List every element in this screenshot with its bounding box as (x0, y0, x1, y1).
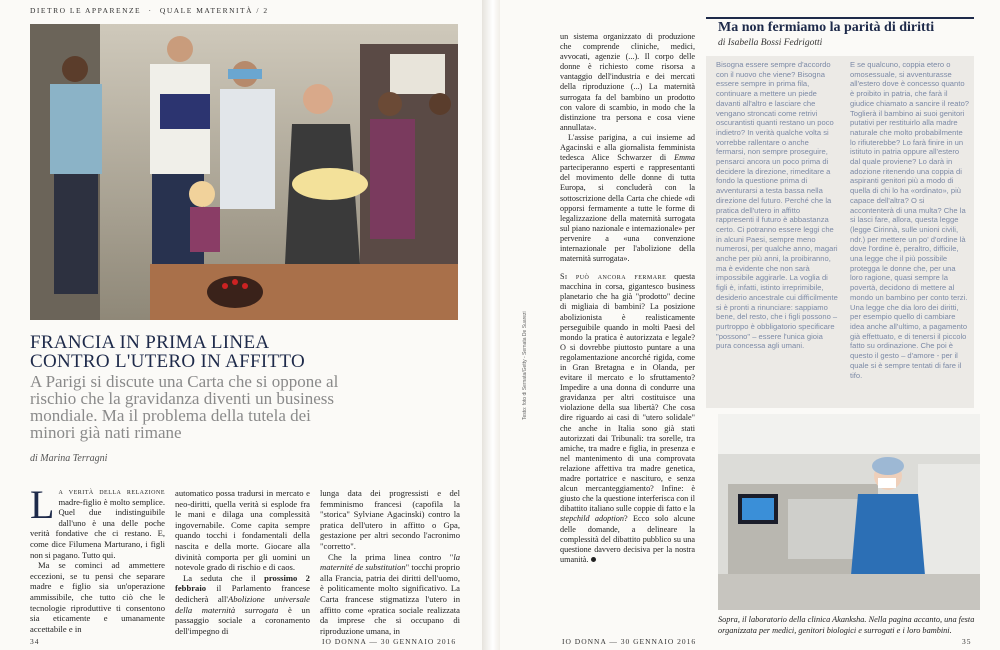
col4-p2-a: L'assise parigina, a cui insieme ad Agacinski e alla giornalista femminista tedesca Alice Schwarzer di (560, 132, 695, 163)
folio-right (962, 637, 972, 646)
col4-p2-italic: Emma (674, 153, 695, 163)
gutter (482, 0, 500, 650)
photo-caption: Sopra, il laboratorio della clinica Akanksha. Nella pagina accanto, una festa organizzata per medici, genitori biologici e surrogati e i loro bambini. (718, 615, 975, 635)
col4-p3-c: ? Ecco solo alcune delle domande, a delineare la complessità del dibattito pubblico su una questione davvero decisiva per la nostra umanità. (560, 514, 695, 564)
lab-photo-image (718, 414, 980, 610)
running-section: DIETRO LE APPARENZE (30, 6, 142, 15)
body-column-4 (560, 32, 695, 565)
lead-in: a verità della relazione (58, 486, 165, 496)
folio-left (30, 637, 40, 646)
lab-photo (718, 414, 980, 610)
end-mark-icon (591, 557, 596, 562)
sidebar-title: Ma non fermiamo la parità di diritti (718, 20, 935, 35)
col4-paragraph-1: un sistema organizzato di produzione che comprende cliniche, medici, avvocati, agenzie (...). Il corpo delle donne è richiesto come risorsa a vantaggio dell'industria e dei mercati della riproduzione (...) La maternità surrogata fa del bambino un prodotto con valore di scambio, in modo che la distinzione tra persona e cosa viene annullata». (560, 32, 695, 132)
folio-left-mag: IO DONNA — 30 GENNAIO 2016 (322, 637, 457, 646)
col2-p2-date: prossimo 2 febbraio (175, 572, 310, 594)
issue-date-right: 30 GENNAIO 2016 (620, 637, 697, 646)
party-photo (30, 24, 458, 320)
col1-paragraph-2: Ma se cominci ad ammettere eccezioni, se tu pensi che separare madre e figlio sia un'operazione ammissibile, che tutto ciò che le tecnologie riproduttive ti consentono sia eticamente e umanamente accettabile e in (30, 560, 165, 634)
col2-p2-a: La seduta che il (183, 572, 265, 583)
party-photo-image (30, 24, 458, 320)
col3-p2-c: " tocchi proprio alla Francia, patria dei diritti dell'uomo, è politicamente molto significativo. La Carta francese stigmatizza l'utero in affitto come «pratica sociale realizzata da imprese che si occupano di riproduzione umana, in (320, 562, 460, 636)
body-column-3 (320, 488, 460, 636)
photo-credit: Testo: foto di Sernata/Getty - Sernata De Suarezi (522, 311, 528, 420)
magazine-name-left: IO DONNA (322, 637, 367, 646)
col4-lead-in: Si può ancora fermare (560, 272, 667, 282)
running-head (30, 6, 273, 15)
folio-right-mag: IO DONNA — 30 GENNAIO 2016 (562, 637, 697, 646)
col4-p3-a: questa macchina in corsa, gigantesco business planetario che ha già "prodotto" decine di migliaia di bambini? La posizione abolizionista è realisticamente perseguibile quando in molti Paesi del mondo la pratica è autorizzata e legale? O si dovrebbe piuttosto puntare a una regolamentazione ancorché rigida, come in Gran Bretagna e in Olanda, per evitare il mercato e lo sfruttamento? Impedire a una donna di condurre una gravidanza per altri costituisce una violazione della sua libertà? Che cosa dire riguardo ai casi di "utero solidale" che anche in Italia sono già stati autorizzati dai Tribunali: tra sorelle, tra amiche, tra madre e figlia, in presenza e nel mantenimento di una comprovata relazione affettiva tra madre genetica, madre portatrice e nascituro, e senza alcun mercanteggiamento? Infine: è giusto che la questione interferisca con il dibattito italiano sulle coppie di fatto e la (560, 272, 696, 514)
col4-p2-c: parteciperanno esperti e rappresentanti del movimento delle donne di tutta Europa, si concluderà con la sottoscrizione della Carta che chiede «di opporsi fermamente a tutte le forme di legalizzazione della maternità surrogata sul piano nazionale e internazionale» per pervenire a «una convenzione internazionale per l'abolizione della maternità surrogata». (560, 163, 695, 264)
sidebar-rule (706, 17, 974, 19)
headline (30, 333, 470, 371)
col2-paragraph-1: automatico possa tradursi in mercato e neo-diritti, quella verità si esplode fra le mani e dilaga una complessità ingovernabile. Come capita sempre quando tocchi i fondamentali della nascita e della morte. Giocare alla divinità comporta per gli uomini un notevole grado di rischio e di caos. (175, 488, 310, 573)
sidebar-byline: di Isabella Bossi Fedrigotti (718, 38, 823, 48)
dropcap: L (30, 482, 55, 527)
col3-paragraph-1: lunga data dei progressisti e del femminismo francesi (capofila la "storica" Sylviane Agacinski) contro la pratica dell'utero in affitto o Gpa, gestazione per altri secondo l'acronimo "corretto". (320, 488, 460, 551)
col1-text: madre-figlio è molto semplice. Quel due indistinguibile dall'uno è una delle poche verità fondative che ci restano. E, come dice Filumena Marturano, i figli non si pagano. Tutto qui. (30, 496, 165, 560)
headline-line1: FRANCIA IN PRIMA LINEA (30, 332, 270, 353)
page-number-left: 34 (30, 637, 40, 646)
col4-p3-italic: stepchild adoption (560, 514, 624, 524)
col4-paragraph-3 (560, 272, 695, 565)
issue-date-left: 30 GENNAIO 2016 (380, 637, 457, 646)
running-topic: QUALE MATERNITÀ / 2 (159, 6, 269, 15)
byline: di Marina Terragni (30, 453, 108, 464)
col2-p2-e: è un passaggio sociale a coronamento dell'impegno di (175, 604, 310, 636)
left-page (0, 0, 482, 650)
page-number-right: 35 (962, 637, 972, 646)
headline-line2: CONTRO L'UTERO IN AFFITTO (30, 351, 305, 372)
sidebar-column-2: E se qualcuno, coppia etero o omosessuale, si avventurasse all'estero dove è concesso quanto è proibito in patria, che farà il giudice chiamato a sancire il reato? Toglierà il bambino ai suoi genitori putativi per restituirlo alla madre naturale che molto probabilmente lo rifiuterebbe? Lo farà finire in un istituto in patria oppure all'estero dal quale proviene? Lo darà in adozione ritenendo una coppia di aspiranti genitori più a modo di quella di chi lo ha «ordinato», più capace dell'altra? O si accontenterà di una multa? Che la si lasci fare, allora, questa legge (legge Cirinnà, sulle unioni civili, ndr.) per mettere un po' d'ordine là dove l'ordine è, peraltro, difficile, una legge che il più possibile protegga le donne che, per una loro ragione, quasi sempre la povertà, decidono di mettere al mondo un bambino per conto terzi. Una legge che dia loro dei diritti, per esempio quello di cambiare idea anche all'ultimo, a pagamento già effettuato, e di tenersi il piccolo fatto su ordinazione. Che poi è questo il gesto – d'amore - per il quale si è sempre tentati di fare il tifo. (850, 60, 970, 380)
deck: A Parigi si discute una Carta che si oppone al rischio che la gravidanza diventi un business mondiale. Ma il problema della tutela dei minori già nati rimane (30, 372, 339, 442)
col3-p2-italic: la maternité de substitution (320, 551, 460, 573)
body-column-2 (175, 488, 310, 636)
col3-paragraph-2 (320, 552, 460, 637)
running-separator: · (148, 6, 153, 15)
col2-p2-title: Abolizione universale della maternità surrogata (175, 593, 310, 615)
body-column-1 (30, 482, 165, 634)
col2-paragraph-2 (175, 573, 310, 637)
col2-p2-c: il Parlamento francese dedicherà all' (175, 583, 310, 604)
magazine-name-right: IO DONNA (562, 637, 607, 646)
col3-p2-a: Che la prima linea contro " (328, 551, 454, 562)
col4-paragraph-2 (560, 133, 695, 264)
sidebar-column-1: Bisogna essere sempre d'accordo con il nuovo che viene? Bisogna essere sempre in prima fila, continuare a mettere un piede davanti all'altro e lasciare che vengano stroncati come retrivi oscurantisti quanti restano un poco indietro? In verità qualche volta si vorrebbe rallentare o anche fermarsi, non sempre proseguire, pensarci ancora un poco prima di decidere la direzione, rimeditare a fondo la questione prima di avventurarsi a testa bassa nella direzione del futuro. Perché che la pratica dell'utero in affitto rappresenti il futuro è abbastanza certo. Ci potranno essere leggi che in alcuni Paesi, sempre meno numerosi, per qualche anno, magari anche per più anni, la proibiranno, ma è evidente che non sarà impossibile aggirarle. La voglia di figli è, infatti, istinto irreprimibile, desiderio ancestrale cui difficilmente si è pronti a rinunciare: sappiamo bene, del resto, che i figli possono – purtroppo è obbligatorio specificare "possono" – essere l'unica gioia pura concessa agli umani. (716, 60, 838, 351)
